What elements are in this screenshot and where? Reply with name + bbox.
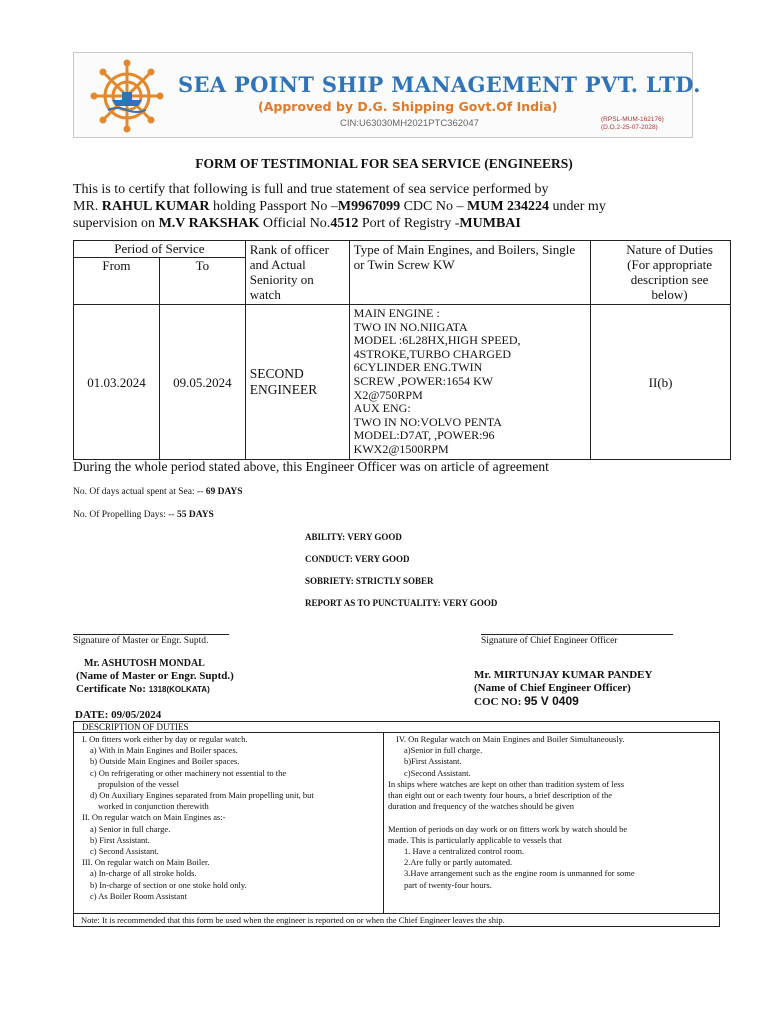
rpsl-number: [601, 116, 664, 132]
duty-line: part of twenty-four hours.: [404, 879, 492, 890]
duty-line: [388, 812, 718, 823]
master-role: (Name of Master or Engr. Suptd.): [76, 670, 234, 682]
engine-line: TWO IN NO.NIIGATA: [353, 319, 468, 334]
rating-punctuality: REPORT AS TO PUNCTUALITY: VERY GOOD: [305, 598, 498, 608]
duties-header: Nature of Duties (For appropriate description see below): [591, 241, 731, 305]
certify-line-3: supervision on M.V RAKSHAK Official No.4512 Port of Registry -MUMBAI: [73, 216, 521, 231]
cdc-number: MUM 234224: [467, 199, 550, 214]
seafarer-name: RAHUL KUMAR: [101, 199, 210, 214]
engine-line: TWO IN NO:VOLVO PENTA: [353, 414, 502, 429]
duty-line: 2.Are fully or partly automated.: [404, 857, 513, 868]
master-signature-label: Signature of Master or Engr. Suptd.: [73, 636, 209, 646]
form-title: FORM OF TESTIMONIAL FOR SEA SERVICE (ENGINEERS): [195, 156, 573, 171]
agreement-statement: During the whole period stated above, this Engineer Officer was on article of agreement: [73, 459, 549, 474]
engine-line: SCREW ,POWER:1654 KW: [353, 373, 494, 388]
duties-description-box: [73, 721, 720, 927]
chief-signature-label: Signature of Chief Engineer Officer: [481, 636, 618, 646]
passport-number: M9967099: [337, 199, 401, 214]
engine-line: 6CYLINDER ENG.TWIN: [353, 360, 483, 375]
rating-sobriety: SOBRIETY: STRICTLY SOBER: [305, 576, 434, 586]
duty-line: c) Second Assistant.: [90, 846, 159, 857]
to-header: To: [159, 258, 245, 305]
duty-line: propulsion of the vessel: [98, 778, 179, 789]
duty-line: than eight out or each twenty four hours, a brief description of the: [388, 790, 613, 801]
duty-line: b)First Assistant.: [404, 756, 462, 767]
engine-line: AUX ENG:: [353, 401, 411, 416]
rank-value: SECOND ENGINEER: [245, 305, 349, 460]
coc-number: COC NO: 95 V 0409: [474, 694, 579, 708]
duty-line: made. This is particularly applicable to vessels that: [388, 834, 562, 845]
duty-line: b) In-charge of section or one stoke hold only.: [90, 879, 247, 890]
approval-text: (Approved by D.G. Shipping Govt.Of India): [258, 99, 558, 114]
duty-line: Mention of periods on day work or on fitters work by watch should be: [388, 823, 628, 834]
propelling-days-value: 55 DAYS: [176, 510, 214, 520]
certification-paragraph: [73, 181, 693, 232]
chief-role: (Name of Chief Engineer Officer): [474, 682, 631, 694]
engines-header: Type of Main Engines, and Boilers, Single or Twin Screw KW: [349, 241, 590, 305]
chief-name: Mr. MIRTUNJAY KUMAR PANDEY: [474, 669, 653, 681]
rating-conduct: CONDUCT: VERY GOOD: [305, 554, 410, 564]
company-name: SEA POINT SHIP MANAGEMENT PVT. LTD.: [178, 72, 701, 97]
duty-line: c) On refrigerating or other machinery not essential to the: [90, 767, 287, 778]
duty-line: worked in conjunction therewith: [98, 801, 209, 812]
duties-column-divider: [383, 733, 384, 913]
engine-line: X2@750RPM: [353, 387, 423, 402]
duties-value: II(b): [591, 305, 731, 460]
sea-service-table: [73, 240, 731, 460]
duty-line: a) With in Main Engines and Boiler spaces.: [90, 745, 238, 756]
duty-line: d) On Auxiliary Engines separated from Main propelling unit, but: [90, 790, 314, 801]
master-signature-line: [73, 634, 229, 635]
coc-number-value: 95 V 0409: [524, 694, 579, 708]
duty-line: a) In-charge of all stroke holds.: [90, 868, 197, 879]
duty-line: III. On regular watch on Main Boiler.: [82, 857, 210, 868]
period-of-service-header: Period of Service: [74, 241, 246, 258]
certificate-number-value: 1318(KOLKATA): [148, 685, 210, 694]
vessel-name: M.V RAKSHAK: [158, 216, 260, 231]
days-at-sea: No. Of days actual spent at Sea: -- 69 DAYS: [73, 487, 243, 497]
duty-line: b) First Assistant.: [90, 834, 150, 845]
certify-line-2: MR. RAHUL KUMAR holding Passport No –M9967099 CDC No – MUM 234224 under my: [73, 199, 606, 214]
duty-line: 3.Have arrangement such as the engine room is unmanned for some: [404, 868, 635, 879]
duty-line: c)Second Assistant.: [404, 767, 471, 778]
from-date: 01.03.2024: [74, 305, 160, 460]
certificate-number: Certificate No: 1318(KOLKATA): [76, 683, 210, 695]
duties-note: Note: It is recommended that this form be used when the engineer is reported on or when the Chief Engineer leaves the ship.: [74, 913, 719, 926]
ship-wheel-logo-icon: [86, 58, 168, 134]
from-header: From: [74, 258, 160, 305]
cin-number: CIN:U63030MH2021PTC362047: [340, 118, 479, 129]
master-name: Mr. ASHUTOSH MONDAL: [84, 658, 205, 669]
engine-line: MODEL:D7AT, ,POWER:96: [353, 428, 495, 443]
engine-line: MODEL :6L28HX,HIGH SPEED,: [353, 333, 521, 348]
duty-line: duration and frequency of the watches should be given: [388, 801, 574, 812]
document-date: DATE: 09/05/2024: [75, 709, 162, 721]
duties-description-header: DESCRIPTION OF DUTIES: [74, 722, 719, 733]
engine-line: 4STROKE,TURBO CHARGED: [353, 346, 512, 361]
duty-line: a)Senior in full charge.: [404, 745, 483, 756]
duties-left-column: [74, 734, 379, 902]
to-date: 09.05.2024: [159, 305, 245, 460]
rpsl-line-1: (RPSL-MUM-162176): [601, 116, 664, 123]
engine-line: MAIN ENGINE :: [353, 306, 440, 320]
duty-line: IV. On Regular watch on Main Engines and Boiler Simultaneously.: [396, 734, 625, 744]
rpsl-line-2: (D.O.2-25-07-2028): [601, 124, 658, 131]
duty-line: 1. Have a centralized control room.: [404, 846, 525, 857]
engine-line: KWX2@1500RPM: [353, 441, 449, 456]
duty-line: I. On fitters work either by day or regular watch.: [82, 734, 248, 744]
propelling-days: No. Of Propelling Days: -- 55 DAYS: [73, 510, 214, 520]
rank-header: Rank of officer and Actual Seniority on watch: [245, 241, 349, 305]
rating-ability: ABILITY: VERY GOOD: [305, 532, 402, 542]
duty-line: a) Senior in full charge.: [90, 823, 171, 834]
days-at-sea-value: 69 DAYS: [205, 487, 243, 497]
certify-line-1: This is to certify that following is full and true statement of sea service performed by: [73, 182, 549, 197]
chief-signature-line: [481, 634, 673, 635]
duty-line: II. On regular watch on Main Engines as:-: [82, 812, 226, 823]
duty-line: In ships where watches are kept on other than tradition system of less: [388, 778, 625, 789]
official-number: 4512: [330, 216, 359, 231]
duty-line: c) As Boiler Room Assistant: [90, 890, 187, 901]
duties-right-column: [388, 734, 718, 891]
port-of-registry: MUMBAI: [459, 216, 521, 231]
engines-value: [349, 305, 590, 460]
duty-line: b) Outside Main Engines and Boiler spaces.: [90, 756, 240, 767]
